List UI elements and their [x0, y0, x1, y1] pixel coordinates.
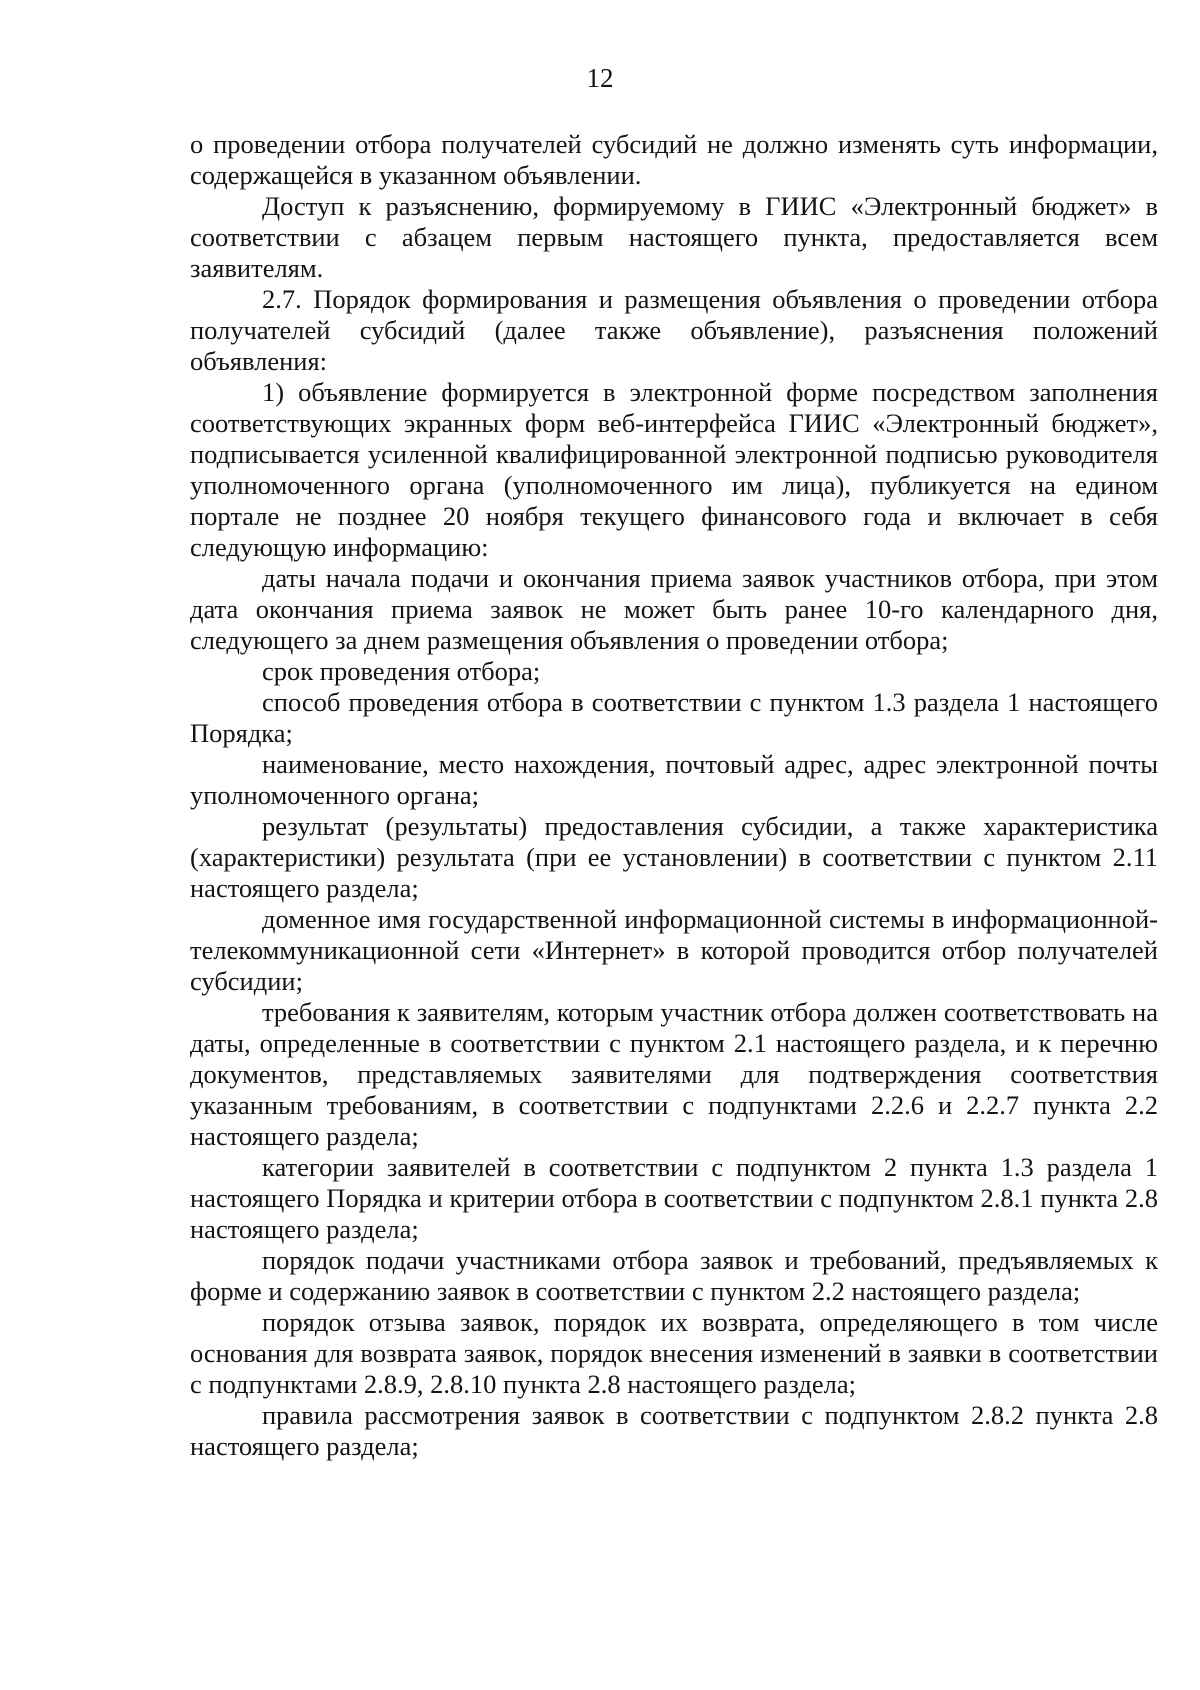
list-item: способ проведения отбора в соответствии с пунктом 1.3 раздела 1 настоящего Порядка;: [190, 687, 1158, 748]
list-item: срок проведения отбора;: [262, 656, 541, 686]
list-item: наименование, место нахождения, почтовый адрес, адрес электронной почты уполномоченного органа;: [190, 749, 1158, 810]
document-body: [190, 129, 1158, 1462]
list-item: порядок отзыва заявок, порядок их возврата, определяющего в том числе основания для возврата заявок, порядок внесения изменений в заявки в соответствии с подпунктами 2.8.9, 2.8.10 пункта 2.8 настоящего раздела;: [190, 1307, 1158, 1399]
list-item: результат (результаты) предоставления субсидии, а также характеристика (характеристики) результата (при ее установлении) в соответствии с пунктом 2.11 настоящего раздела;: [190, 811, 1158, 903]
list-item: требования к заявителям, которым участник отбора должен соответствовать на даты, определенные в соответствии с пунктом 2.1 настоящего раздела, и к перечню документов, представляемых заявителями для подтверждения соответствия указанным требованиям, в соответствии с подпунктами 2.2.6 и 2.2.7 пункта 2.2 настоящего раздела;: [190, 997, 1158, 1151]
page-number: 12: [586, 63, 614, 93]
list-item: доменное имя государственной информационной системы в информационной-телекоммуникационной сети «Интернет» в которой проводится отбор получателей субсидии;: [190, 904, 1158, 996]
list-item: правила рассмотрения заявок в соответствии с подпунктом 2.8.2 пункта 2.8 настоящего раздела;: [190, 1400, 1158, 1461]
paragraph: Доступ к разъяснению, формируемому в ГИИС «Электронный бюджет» в соответствии с абзацем первым настоящего пункта, предоставляется всем заявителям.: [190, 191, 1158, 283]
paragraph: 1) объявление формируется в электронной форме посредством заполнения соответствующих экранных форм веб-интерфейса ГИИС «Электронный бюджет», подписывается усиленной квалифицированной электронной подписью руководителя уполномоченного органа (уполномоченного им лица), публикуется на едином портале не позднее 20 ноября текущего финансового года и включает в себя следующую информацию:: [190, 377, 1158, 562]
paragraph-section-heading: 2.7. Порядок формирования и размещения объявления о проведении отбора получателей субсидий (далее также объявление), разъяснения положений объявления:: [190, 284, 1158, 376]
list-item: порядок подачи участниками отбора заявок и требований, предъявляемых к форме и содержанию заявок в соответствии с пунктом 2.2 настоящего раздела;: [190, 1245, 1158, 1306]
list-item: даты начала подачи и окончания приема заявок участников отбора, при этом дата окончания приема заявок не может быть ранее 10-го календарного дня, следующего за днем размещения объявления о проведении отбора;: [190, 563, 1158, 655]
list-item: категории заявителей в соответствии с подпунктом 2 пункта 1.3 раздела 1 настоящего Порядка и критерии отбора в соответствии с подпунктом 2.8.1 пункта 2.8 настоящего раздела;: [190, 1152, 1158, 1244]
paragraph-continuation: о проведении отбора получателей субсидий не должно изменять суть информации, содержащейся в указанном объявлении.: [190, 129, 1158, 190]
